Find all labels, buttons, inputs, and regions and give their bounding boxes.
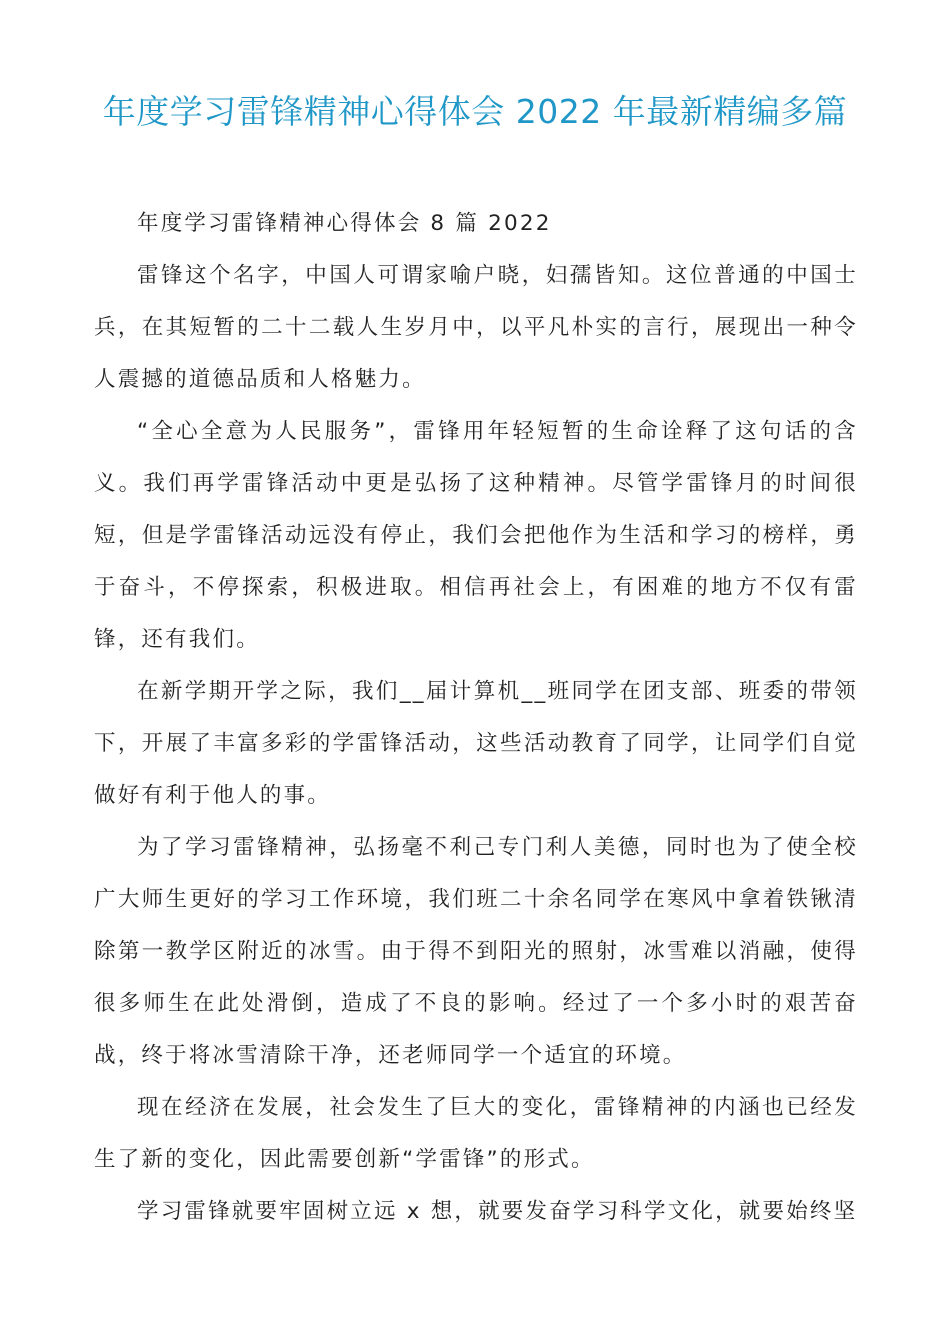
paragraph-4: 为了学习雷锋精神，弘扬毫不利己专门利人美德，同时也为了使全校广大师生更好的学习工作环境，我们班二十余名同学在寒风中拿着铁锹清除第一教学区附近的冰雪。由于得不到阳光的照射，冰雪难以消融，使得很多师生在此处滑倒，造成了不良的影响。经过了一个多小时的艰苦奋战，终于将冰雪清除干净，还老师同学一个适宜的环境。 [94,835,858,1068]
paragraph-1: 雷锋这个名字，中国人可谓家喻户晓，妇孺皆知。这位普通的中国士兵，在其短暂的二十二载人生岁月中，以平凡朴实的言行，展现出一种令人震撼的道德品质和人格魅力。 [94,263,858,392]
document-title: 年度学习雷锋精神心得体会 2022 年最新精编多篇 [102,92,848,131]
paragraph-5: 现在经济在发展，社会发生了巨大的变化，雷锋精神的内涵也已经发生了新的变化，因此需要创新“学雷锋”的形式。 [94,1095,858,1172]
document-body [94,198,858,1238]
paragraph-2: “全心全意为人民服务”，雷锋用年轻短暂的生命诠释了这句话的含义。我们再学雷锋活动中更是弘扬了这种精神。尽管学雷锋月的时间很短，但是学雷锋活动远没有停止，我们会把他作为生活和学习的榜样，勇于奋斗，不停探索，积极进取。相信再社会上，有困难的地方不仅有雷锋，还有我们。 [94,419,858,652]
paragraph-6: 学习雷锋就要牢固树立远 x 想，就要发奋学习科学文化，就要始终坚 [137,1199,858,1224]
paragraph-3: 在新学期开学之际，我们__届计算机__班同学在团支部、班委的带领下，开展了丰富多彩的学雷锋活动，这些活动教育了同学，让同学们自觉做好有利于他人的事。 [94,679,858,808]
document-subtitle: 年度学习雷锋精神心得体会 8 篇 2022 [137,211,552,236]
